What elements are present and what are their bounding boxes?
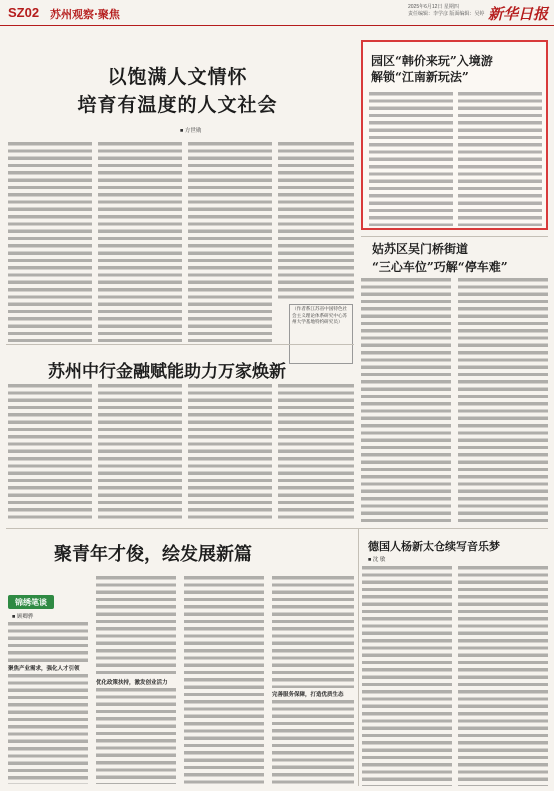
lead-body-col3 xyxy=(188,142,272,342)
talent-body-col2b xyxy=(96,688,176,784)
german-body-col2 xyxy=(458,566,548,786)
german-body-col1 xyxy=(362,566,452,786)
talent-byline: ■ 顾卿骅 xyxy=(12,614,34,620)
talent-title: 聚青年才俊，绘发展新篇 xyxy=(54,544,252,565)
gusu-body-col2 xyxy=(458,278,548,522)
lead-byline: ■ 方世勋 xyxy=(180,128,202,134)
lead-body-col4 xyxy=(278,142,354,300)
talent-subhead-1: 聚焦产业需求，强化人才引领 xyxy=(8,666,80,672)
finance-body-col1 xyxy=(8,384,92,522)
talent-body-col4b xyxy=(272,700,354,784)
finance-body-col3 xyxy=(188,384,272,522)
column-logo: 锦绣笔谈 xyxy=(8,595,54,609)
masthead xyxy=(0,0,554,26)
gusu-subtitle: “三心车位”巧解“停车难” xyxy=(372,260,508,274)
talent-body-col1a xyxy=(8,622,88,662)
newspaper-logo: 新华日报 xyxy=(488,5,549,23)
divider xyxy=(6,344,354,345)
lead-body-col1 xyxy=(8,142,92,342)
lead-title-line2: 培育有温度的人文社会 xyxy=(77,94,278,116)
date-line xyxy=(408,4,484,18)
featured-title-line2: 解锁“江南新玩法” xyxy=(371,70,469,84)
german-title: 德国人杨新太仓续写音乐梦 xyxy=(368,540,500,553)
divider xyxy=(6,528,548,529)
gusu-title: 姑苏区吴门桥街道 xyxy=(372,242,469,256)
editor-text: 责任编辑：李学彦 版面编辑：吴婷 xyxy=(408,11,485,17)
featured-body-col2 xyxy=(458,92,542,226)
talent-body-col2a xyxy=(96,576,176,676)
page-number: SZ02 xyxy=(8,5,40,20)
talent-body-col4a xyxy=(272,576,354,688)
author-note: （作者系江苏省中国特色社会主义理论体系研究中心苏州大学基地特约研究员） xyxy=(289,304,353,364)
finance-body-col4 xyxy=(278,384,354,522)
divider xyxy=(361,236,548,237)
featured-box xyxy=(361,40,548,230)
finance-body-col2 xyxy=(98,384,182,522)
talent-subhead-3: 完善服务保障，打造优质生态 xyxy=(272,692,344,698)
lead-body-col2 xyxy=(98,142,182,342)
gusu-body-col1 xyxy=(361,278,451,522)
german-byline: ■ 沈 敏 xyxy=(368,557,386,563)
finance-title: 苏州中行金融赋能助力万家焕新 xyxy=(48,362,286,382)
talent-body-col3 xyxy=(184,576,264,784)
featured-body-col1 xyxy=(369,92,453,226)
talent-body-col1b xyxy=(8,674,88,784)
lead-title-line1: 以饱满人文情怀 xyxy=(107,66,248,88)
date-text: 2025年6月12日 星期四 xyxy=(408,4,459,10)
featured-title-line1: 园区“韩价来玩”入境游 xyxy=(371,54,493,68)
divider xyxy=(358,528,359,786)
talent-subhead-2: 优化政策扶持，激发创业活力 xyxy=(96,680,168,686)
column-name: 苏州观察·聚焦 xyxy=(50,8,120,21)
